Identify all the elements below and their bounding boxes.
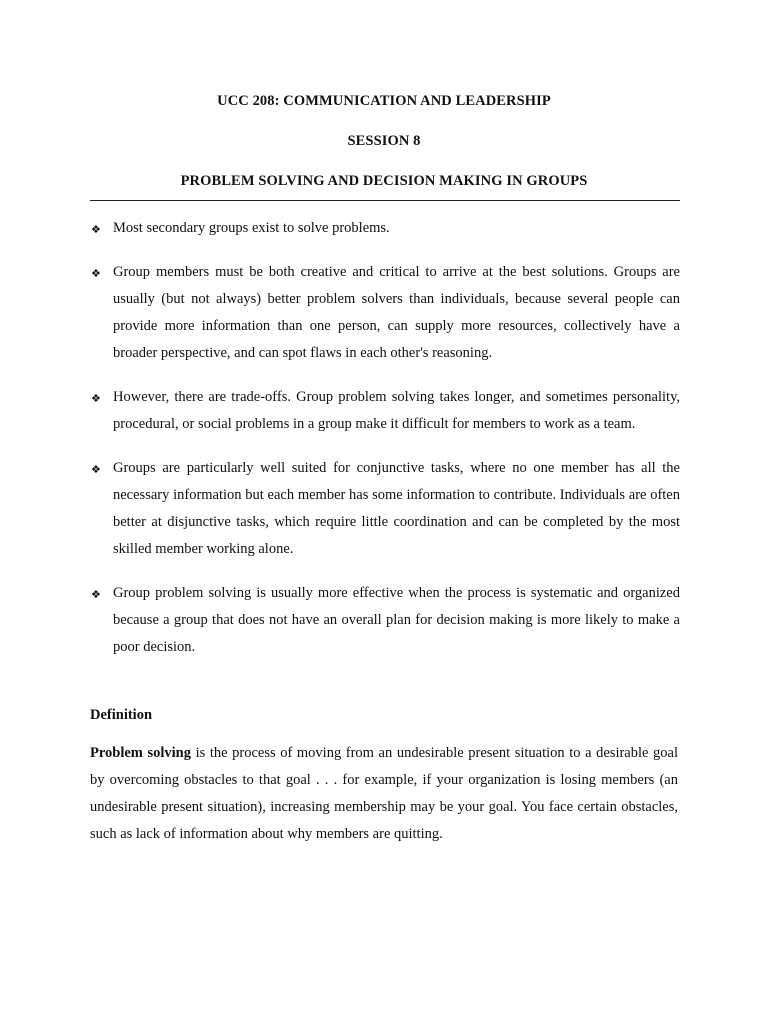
diamond-bullet-icon: ❖ bbox=[91, 463, 101, 476]
diamond-bullet-icon: ❖ bbox=[91, 392, 101, 405]
list-item-text: Group members must be both creative and critical to arrive at the best solutions. Groups are usually (but not always) better problem solvers than individuals, because several people can provide more information than one person, can supply more resources, collectively have a broader perspective, and can spot flaws in each other's reasoning. bbox=[113, 264, 680, 361]
list-item-text: However, there are trade-offs. Group problem solving takes longer, and sometimes personality, procedural, or social problems in a group make it difficult for members to work as a team. bbox=[113, 389, 680, 432]
list-item-text: Groups are particularly well suited for conjunctive tasks, where no one member has all the necessary information but each member has some information to contribute. Individuals are often better at disjunctive tasks, which require little coordination and can be completed by the most skilled member working alone. bbox=[113, 460, 680, 557]
list-item bbox=[90, 259, 680, 367]
list-item bbox=[90, 580, 680, 661]
definition-heading: Definition bbox=[90, 707, 153, 723]
list-item bbox=[90, 455, 680, 563]
session-title: SESSION 8 bbox=[347, 133, 421, 149]
list-item-text: Most secondary groups exist to solve problems. bbox=[113, 220, 390, 236]
bullet-list bbox=[90, 215, 680, 678]
diamond-bullet-icon: ❖ bbox=[91, 223, 101, 236]
definition-term: Problem solving bbox=[90, 745, 191, 761]
list-item bbox=[90, 215, 680, 242]
course-title: UCC 208: COMMUNICATION AND LEADERSHIP bbox=[217, 93, 551, 109]
topic-title: PROBLEM SOLVING AND DECISION MAKING IN GROUPS bbox=[180, 173, 588, 189]
definition-paragraph bbox=[90, 740, 678, 848]
list-item-text: Group problem solving is usually more effective when the process is systematic and organized because a group that does not have an overall plan for decision making is more likely to make a poor decision. bbox=[113, 585, 680, 655]
diamond-bullet-icon: ❖ bbox=[91, 588, 101, 601]
diamond-bullet-icon: ❖ bbox=[91, 267, 101, 280]
list-item bbox=[90, 384, 680, 438]
definition-text: is the process of moving from an undesirable present situation to a desirable goal by overcoming obstacles to that goal . . . for example, if your organization is losing members (an undesirable present situation), increasing membership may be your goal. You face certain obstacles, such as lack of information about why members are quitting. bbox=[90, 745, 679, 842]
header-divider bbox=[90, 200, 680, 201]
